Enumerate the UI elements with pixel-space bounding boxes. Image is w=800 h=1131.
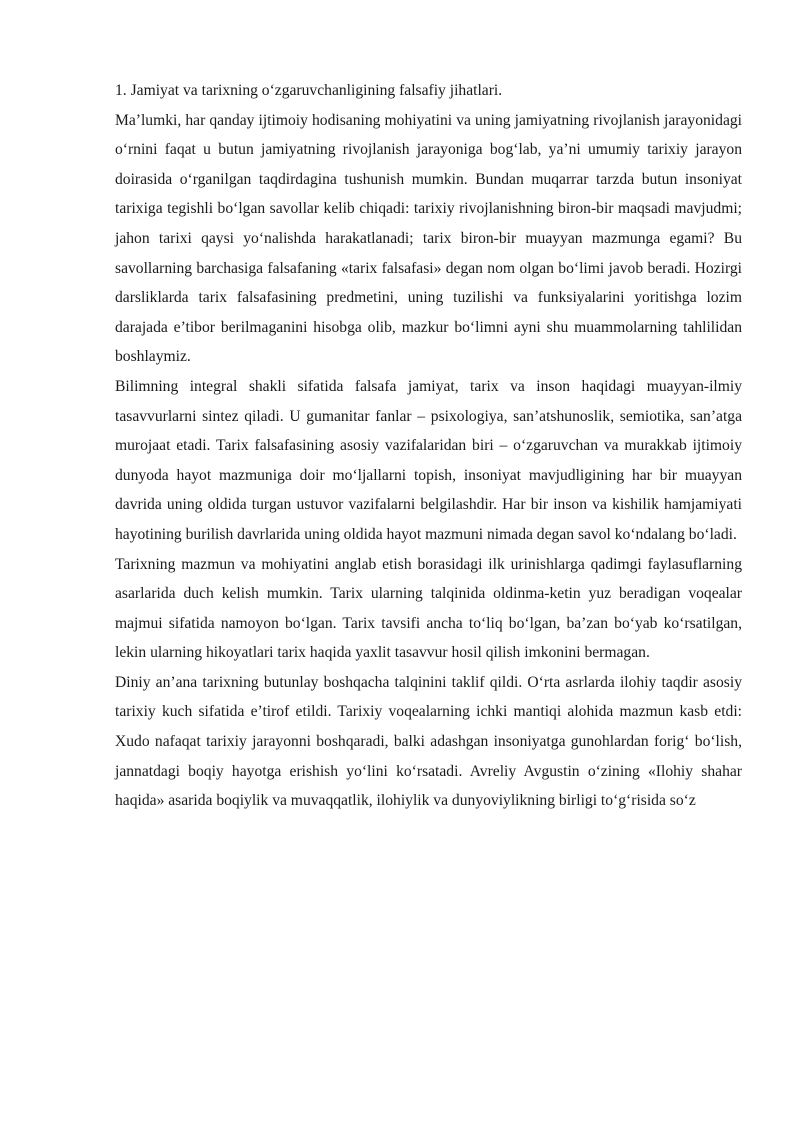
section-heading: 1. Jamiyat va tarixning o‘zgaruvchanligining falsafiy jihatlari. [115,82,503,99]
paragraph-2: Bilimning integral shakli sifatida falsafa jamiyat, tarix va inson haqidagi muayyan-ilmiy tasavvurlarni sintez qiladi. U gumanitar fanlar – psixologiya, san’atshunoslik, semiotika, san’atga murojaat etadi. Tarix falsafasining asosiy vazifalaridan biri – o‘zgaruvchan va murakkab ijtimoiy dunyoda hayot mazmuniga doir mo‘ljallarni topish, insoniyat mavjudligining har bir muayyan davrida uning oldida turgan ustuvor vazifalarni belgilashdir. Har bir inson va kishilik hamjamiyati hayotining burilish davrlarida uning oldida hayot mazmuni nimada degan savol ko‘ndalang bo‘ladi. [115,377,742,543]
paragraph-1: Ma’lumki, har qanday ijtimoiy hodisaning mohiyatini va uning jamiyatning rivojlanish jarayonidagi o‘rnini faqat u butun jamiyatning rivojlanish jarayoniga bog‘lab, ya’ni umumiy tarixiy jarayon doirasida o‘rganilgan taqdirdagina tushunish mumkin. Bundan muqarrar tarzda butun insoniyat tarixiga tegishli bo‘lgan savollar kelib chiqadi: tarixiy rivojlanishning biron-bir maqsadi mavjudmi; jahon tarixi qaysi yo‘nalishda harakatlanadi; tarix biron-bir muayyan mazmunga egami? Bu savollarning barchasiga falsafaning «tarix falsafasi» degan nom olgan bo‘limi javob beradi. Hozirgi darsliklarda tarix falsafasining predmetini, uning tuzilishi va funksiyalarini yoritishga lozim darajada e’tibor berilmaganini hisobga olib, mazkur bo‘limni ayni shu muammolarning tahlilidan boshlaymiz. [115,111,742,366]
paragraph-4: Diniy an’ana tarixning butunlay boshqacha talqinini taklif qildi. O‘rta asrlarda ilohiy taqdir asosiy tarixiy kuch sifatida e’tirof etildi. Tarixiy voqealarning ichki mantiqi alohida mazmun kasb etdi: Xudo nafaqat tarixiy jarayonni boshqaradi, balki adashgan insoniyatga gunohlardan forig‘ bo‘lish, jannatdagi boqiy hayotga erishish yo‘lini ko‘rsatadi. Avreliy Avgustin o‘zining «Ilohiy shahar haqida» asarida boqiylik va muvaqqatlik, ilohiylik va dunyoviylikning birligi to‘g‘risida so‘z [115,673,742,810]
paragraph-3: Tarixning mazmun va mohiyatini anglab etish borasidagi ilk urinishlarga qadimgi faylasuflarning asarlarida duch kelish mumkin. Tarix ularning talqinida oldinma-ketin yuz beradigan voqealar majmui sifatida namoyon bo‘lgan. Tarix tavsifi ancha to‘liq bo‘lgan, ba’zan bo‘yab ko‘rsatilgan, lekin ularning hikoyatlari tarix haqida yaxlit tasavvur hosil qilish imkonini bermagan. [115,555,742,662]
document-page [115,76,742,816]
